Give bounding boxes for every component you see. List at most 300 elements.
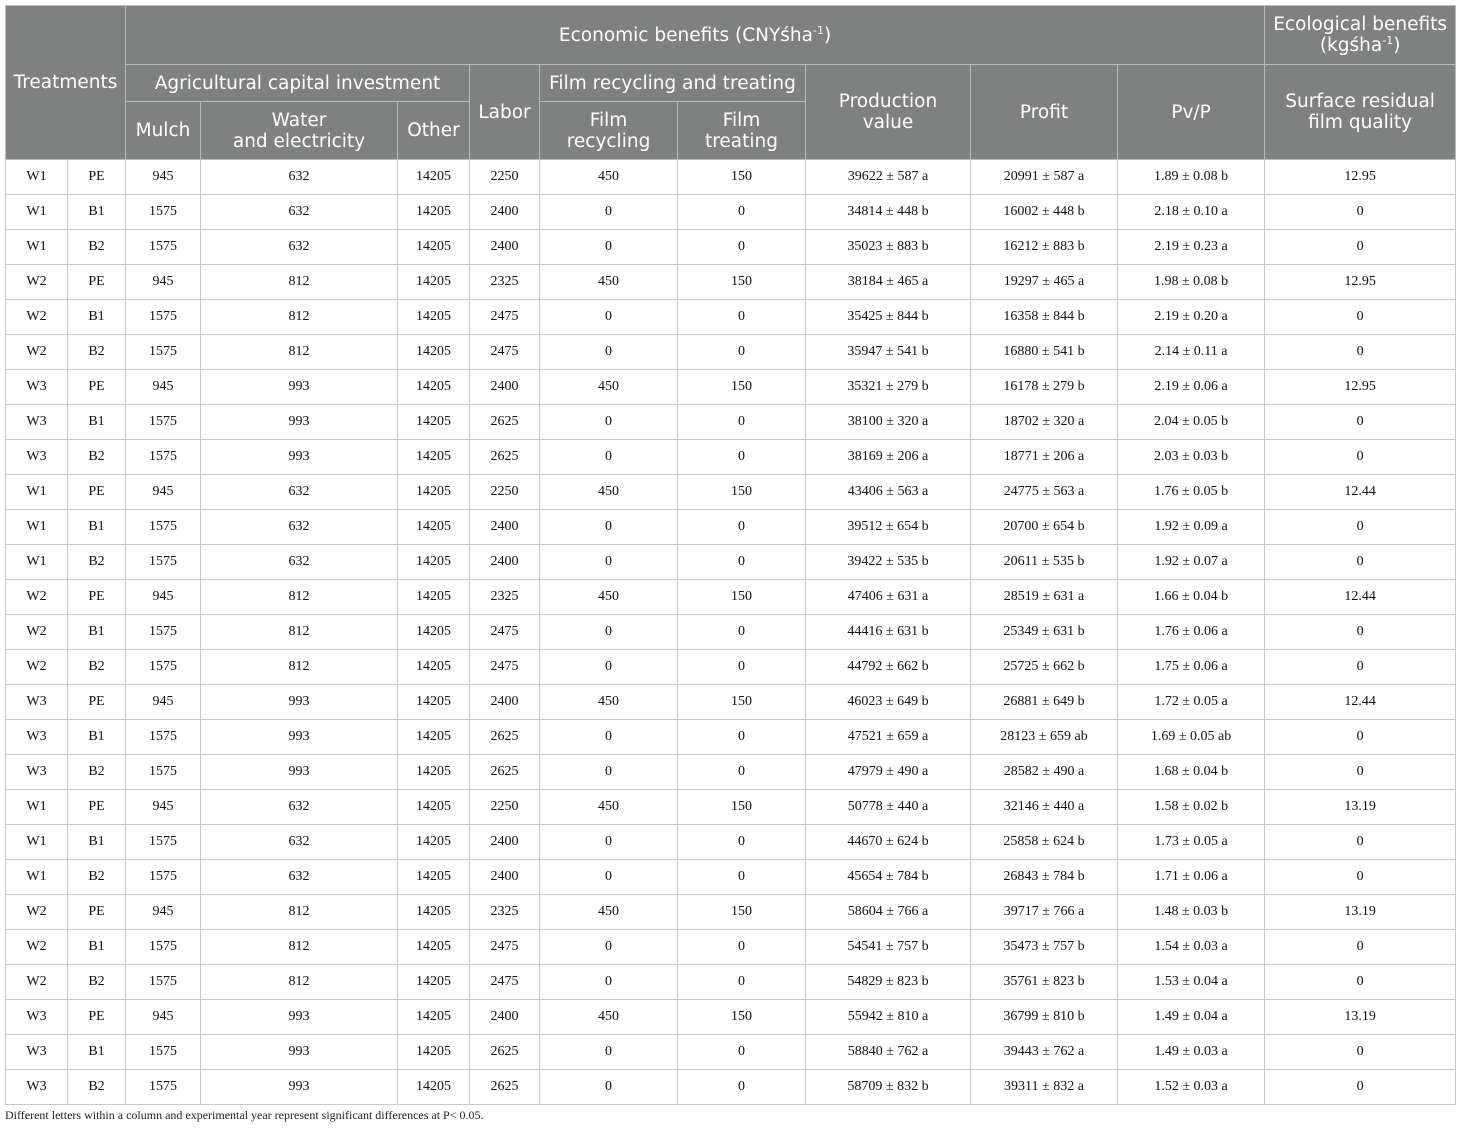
table-cell: 14205	[398, 1000, 470, 1035]
table-cell: 1.75 ± 0.06 a	[1118, 650, 1265, 685]
table-cell: 993	[201, 720, 398, 755]
table-row	[6, 580, 1456, 615]
table-cell: 45654 ± 784 b	[806, 860, 971, 895]
table-cell: 35947 ± 541 b	[806, 335, 971, 370]
table-cell: W3	[6, 1070, 68, 1105]
header-film-recycling: Film recycling	[540, 102, 678, 160]
table-cell: 39512 ± 654 b	[806, 510, 971, 545]
table-cell: 0	[1265, 930, 1456, 965]
table-cell: 0	[540, 510, 678, 545]
table-cell: 2400	[470, 230, 540, 265]
table-cell: 0	[540, 335, 678, 370]
table-cell: W3	[6, 720, 68, 755]
table-cell: 18771 ± 206 a	[971, 440, 1118, 475]
table-cell: 39311 ± 832 a	[971, 1070, 1118, 1105]
table-cell: 2400	[470, 510, 540, 545]
table-cell: 632	[201, 790, 398, 825]
table-cell: 14205	[398, 650, 470, 685]
table-container	[5, 5, 1455, 1105]
table-cell: 0	[540, 545, 678, 580]
table-cell: 2625	[470, 1070, 540, 1105]
table-cell: B1	[68, 300, 126, 335]
table-cell: PE	[68, 895, 126, 930]
table-cell: 0	[1265, 300, 1456, 335]
table-cell: 632	[201, 475, 398, 510]
table-cell: 632	[201, 860, 398, 895]
table-cell: 0	[540, 650, 678, 685]
table-cell: B1	[68, 1035, 126, 1070]
table-cell: 14205	[398, 580, 470, 615]
table-cell: 26881 ± 649 b	[971, 685, 1118, 720]
table-cell: 38184 ± 465 a	[806, 265, 971, 300]
table-cell: 2400	[470, 825, 540, 860]
table-cell: 2625	[470, 440, 540, 475]
table-cell: 1.73 ± 0.05 a	[1118, 825, 1265, 860]
table-cell: 20991 ± 587 a	[971, 160, 1118, 195]
table-cell: 1.72 ± 0.05 a	[1118, 685, 1265, 720]
header-production-value: Production value	[806, 65, 971, 160]
table-cell: 38169 ± 206 a	[806, 440, 971, 475]
table-cell: 0	[1265, 720, 1456, 755]
table-cell: 812	[201, 580, 398, 615]
header-film-treating: Film treating	[678, 102, 806, 160]
table-cell: 0	[1265, 510, 1456, 545]
table-cell: 945	[126, 160, 201, 195]
table-cell: 1.58 ± 0.02 b	[1118, 790, 1265, 825]
table-cell: 13.19	[1265, 790, 1456, 825]
table-cell: 14205	[398, 545, 470, 580]
table-cell: 0	[678, 650, 806, 685]
table-cell: 28123 ± 659 ab	[971, 720, 1118, 755]
header-surface-residual: Surface residual film quality	[1265, 65, 1456, 160]
table-cell: 1575	[126, 1070, 201, 1105]
table-cell: 35321 ± 279 b	[806, 370, 971, 405]
table-cell: 0	[678, 1070, 806, 1105]
table-cell: 1.49 ± 0.04 a	[1118, 1000, 1265, 1035]
table-cell: 16002 ± 448 b	[971, 195, 1118, 230]
table-cell: 945	[126, 685, 201, 720]
table-cell: W3	[6, 405, 68, 440]
table-cell: 1575	[126, 300, 201, 335]
table-cell: 0	[678, 860, 806, 895]
table-cell: 1575	[126, 615, 201, 650]
table-cell: 1575	[126, 545, 201, 580]
table-cell: 14205	[398, 790, 470, 825]
table-cell: B1	[68, 510, 126, 545]
table-cell: B1	[68, 195, 126, 230]
table-cell: 0	[540, 825, 678, 860]
table-cell: 20700 ± 654 b	[971, 510, 1118, 545]
table-cell: 14205	[398, 615, 470, 650]
header-pv-p: Pv/P	[1118, 65, 1265, 160]
table-row	[6, 230, 1456, 265]
table-cell: 2400	[470, 195, 540, 230]
table-cell: 1.53 ± 0.04 a	[1118, 965, 1265, 1000]
table-cell: 945	[126, 370, 201, 405]
table-row	[6, 265, 1456, 300]
table-cell: 47406 ± 631 a	[806, 580, 971, 615]
table-cell: 945	[126, 265, 201, 300]
table-cell: 26843 ± 784 b	[971, 860, 1118, 895]
table-cell: 28519 ± 631 a	[971, 580, 1118, 615]
table-cell: B2	[68, 440, 126, 475]
table-cell: 993	[201, 370, 398, 405]
table-cell: 0	[540, 300, 678, 335]
table-cell: 14205	[398, 195, 470, 230]
table-row	[6, 930, 1456, 965]
table-cell: 35761 ± 823 b	[971, 965, 1118, 1000]
table-row	[6, 335, 1456, 370]
table-row	[6, 720, 1456, 755]
table-cell: W1	[6, 860, 68, 895]
table-cell: W2	[6, 300, 68, 335]
table-cell: 450	[540, 265, 678, 300]
table-cell: W1	[6, 230, 68, 265]
table-cell: W3	[6, 1035, 68, 1070]
table-cell: PE	[68, 265, 126, 300]
table-cell: 58604 ± 766 a	[806, 895, 971, 930]
table-cell: 150	[678, 160, 806, 195]
table-cell: 14205	[398, 965, 470, 1000]
table-cell: 14205	[398, 475, 470, 510]
table-body	[6, 160, 1456, 1105]
table-footnote: Different letters within a column and experimental year represent significant differences at P< 0.05.	[5, 1108, 484, 1122]
table-cell: PE	[68, 790, 126, 825]
table-cell: 16358 ± 844 b	[971, 300, 1118, 335]
table-cell: W3	[6, 440, 68, 475]
table-cell: W3	[6, 755, 68, 790]
table-cell: PE	[68, 160, 126, 195]
table-cell: 14205	[398, 265, 470, 300]
table-cell: 0	[1265, 405, 1456, 440]
table-cell: 36799 ± 810 b	[971, 1000, 1118, 1035]
table-cell: 44792 ± 662 b	[806, 650, 971, 685]
table-cell: 2250	[470, 790, 540, 825]
table-cell: 2475	[470, 965, 540, 1000]
header-profit: Profit	[971, 65, 1118, 160]
table-cell: 1.89 ± 0.08 b	[1118, 160, 1265, 195]
table-cell: 0	[1265, 230, 1456, 265]
table-cell: 0	[1265, 1070, 1456, 1105]
table-cell: 12.95	[1265, 370, 1456, 405]
header-economic-benefits: Economic benefits (CNYśha$^{-1}$)	[126, 6, 1265, 65]
table-cell: 16880 ± 541 b	[971, 335, 1118, 370]
economic-ecological-table	[5, 5, 1456, 1105]
header-water-electricity: Water and electricity	[201, 102, 398, 160]
table-cell: 2475	[470, 930, 540, 965]
table-row	[6, 475, 1456, 510]
header-ecological-benefits: Ecological benefits (kgśha$^{-1}$)	[1265, 6, 1456, 65]
table-cell: 0	[540, 405, 678, 440]
table-cell: 0	[1265, 1035, 1456, 1070]
table-cell: 0	[540, 1035, 678, 1070]
table-cell: 1575	[126, 860, 201, 895]
table-cell: 38100 ± 320 a	[806, 405, 971, 440]
table-cell: 812	[201, 930, 398, 965]
table-row	[6, 1000, 1456, 1035]
table-cell: B2	[68, 335, 126, 370]
table-cell: PE	[68, 1000, 126, 1035]
table-cell: 945	[126, 580, 201, 615]
table-cell: 632	[201, 510, 398, 545]
table-cell: W3	[6, 685, 68, 720]
table-row	[6, 510, 1456, 545]
table-cell: 13.19	[1265, 895, 1456, 930]
table-cell: W2	[6, 335, 68, 370]
table-cell: 14205	[398, 230, 470, 265]
table-row	[6, 440, 1456, 475]
table-cell: 2.14 ± 0.11 a	[1118, 335, 1265, 370]
table-cell: 2.19 ± 0.23 a	[1118, 230, 1265, 265]
table-cell: 2325	[470, 580, 540, 615]
table-cell: B1	[68, 930, 126, 965]
table-cell: 1.54 ± 0.03 a	[1118, 930, 1265, 965]
table-cell: 945	[126, 790, 201, 825]
table-row	[6, 650, 1456, 685]
table-cell: 150	[678, 790, 806, 825]
table-cell: 14205	[398, 755, 470, 790]
table-cell: 0	[1265, 650, 1456, 685]
table-row	[6, 965, 1456, 1000]
table-cell: B1	[68, 615, 126, 650]
table-cell: 2625	[470, 755, 540, 790]
table-cell: 14205	[398, 1035, 470, 1070]
table-cell: 20611 ± 535 b	[971, 545, 1118, 580]
table-cell: 0	[540, 755, 678, 790]
table-cell: 2.04 ± 0.05 b	[1118, 405, 1265, 440]
table-cell: 1575	[126, 1035, 201, 1070]
table-cell: 1575	[126, 335, 201, 370]
table-cell: 2400	[470, 545, 540, 580]
table-cell: 150	[678, 265, 806, 300]
table-cell: 150	[678, 370, 806, 405]
table-cell: 632	[201, 230, 398, 265]
table-cell: 12.95	[1265, 265, 1456, 300]
table-cell: 1575	[126, 930, 201, 965]
table-cell: B1	[68, 825, 126, 860]
table-cell: 450	[540, 580, 678, 615]
table-cell: 44670 ± 624 b	[806, 825, 971, 860]
table-cell: 14205	[398, 300, 470, 335]
table-row	[6, 195, 1456, 230]
table-cell: 35425 ± 844 b	[806, 300, 971, 335]
table-row	[6, 790, 1456, 825]
table-cell: 12.44	[1265, 685, 1456, 720]
table-cell: 812	[201, 895, 398, 930]
table-cell: 0	[540, 930, 678, 965]
table-cell: W1	[6, 510, 68, 545]
table-cell: 2325	[470, 895, 540, 930]
table-cell: 14205	[398, 860, 470, 895]
header-agricultural-investment: Agricultural capital investment	[126, 65, 470, 102]
table-cell: 39422 ± 535 b	[806, 545, 971, 580]
table-cell: 25858 ± 624 b	[971, 825, 1118, 860]
table-cell: 1.71 ± 0.06 a	[1118, 860, 1265, 895]
table-cell: 12.44	[1265, 475, 1456, 510]
table-cell: W2	[6, 265, 68, 300]
table-cell: 2475	[470, 615, 540, 650]
table-cell: 450	[540, 685, 678, 720]
table-cell: 2.19 ± 0.06 a	[1118, 370, 1265, 405]
table-cell: 2250	[470, 475, 540, 510]
header-other: Other	[398, 102, 470, 160]
table-cell: 0	[678, 300, 806, 335]
table-row	[6, 545, 1456, 580]
table-cell: 2625	[470, 1035, 540, 1070]
table-cell: 54829 ± 823 b	[806, 965, 971, 1000]
table-cell: 0	[540, 860, 678, 895]
table-cell: 0	[1265, 615, 1456, 650]
table-cell: 25725 ± 662 b	[971, 650, 1118, 685]
table-cell: 812	[201, 965, 398, 1000]
table-cell: 2475	[470, 650, 540, 685]
table-cell: 1575	[126, 510, 201, 545]
table-cell: 1.76 ± 0.05 b	[1118, 475, 1265, 510]
table-cell: 0	[540, 440, 678, 475]
table-cell: 945	[126, 1000, 201, 1035]
table-cell: 812	[201, 650, 398, 685]
table-cell: 55942 ± 810 a	[806, 1000, 971, 1035]
table-cell: 0	[1265, 545, 1456, 580]
table-cell: 1.69 ± 0.05 ab	[1118, 720, 1265, 755]
table-cell: W2	[6, 580, 68, 615]
table-cell: 0	[678, 755, 806, 790]
table-cell: 2400	[470, 685, 540, 720]
table-row	[6, 160, 1456, 195]
table-row	[6, 755, 1456, 790]
table-cell: 150	[678, 475, 806, 510]
table-row	[6, 300, 1456, 335]
table-cell: 450	[540, 790, 678, 825]
table-cell: 993	[201, 1000, 398, 1035]
table-cell: 2475	[470, 300, 540, 335]
table-cell: W3	[6, 370, 68, 405]
table-cell: 0	[540, 1070, 678, 1105]
table-cell: 0	[1265, 825, 1456, 860]
table-cell: B2	[68, 230, 126, 265]
table-cell: B1	[68, 405, 126, 440]
table-cell: 14205	[398, 720, 470, 755]
table-header	[6, 6, 1456, 160]
table-cell: 993	[201, 755, 398, 790]
table-cell: 1.98 ± 0.08 b	[1118, 265, 1265, 300]
table-cell: 0	[678, 1035, 806, 1070]
table-cell: 0	[1265, 195, 1456, 230]
table-cell: 2400	[470, 1000, 540, 1035]
table-cell: W1	[6, 790, 68, 825]
table-cell: 632	[201, 160, 398, 195]
table-cell: 0	[678, 930, 806, 965]
table-cell: W2	[6, 895, 68, 930]
table-cell: PE	[68, 370, 126, 405]
table-cell: 18702 ± 320 a	[971, 405, 1118, 440]
table-cell: W2	[6, 965, 68, 1000]
header-film-recycling-treating: Film recycling and treating	[540, 65, 806, 102]
table-cell: B2	[68, 650, 126, 685]
table-cell: 39622 ± 587 a	[806, 160, 971, 195]
header-mulch: Mulch	[126, 102, 201, 160]
table-cell: 1.66 ± 0.04 b	[1118, 580, 1265, 615]
table-cell: 14205	[398, 930, 470, 965]
table-cell: 14205	[398, 510, 470, 545]
table-cell: 1575	[126, 965, 201, 1000]
table-cell: 14205	[398, 440, 470, 475]
table-cell: 450	[540, 895, 678, 930]
table-cell: PE	[68, 580, 126, 615]
table-cell: W1	[6, 825, 68, 860]
table-cell: 632	[201, 825, 398, 860]
table-cell: 1.92 ± 0.09 a	[1118, 510, 1265, 545]
table-cell: 2325	[470, 265, 540, 300]
header-labor: Labor	[470, 65, 540, 160]
table-cell: 1575	[126, 230, 201, 265]
table-cell: 12.95	[1265, 160, 1456, 195]
table-cell: PE	[68, 475, 126, 510]
table-cell: 150	[678, 895, 806, 930]
table-cell: B2	[68, 860, 126, 895]
table-cell: 150	[678, 685, 806, 720]
table-row	[6, 615, 1456, 650]
table-cell: 0	[678, 405, 806, 440]
table-cell: 1.49 ± 0.03 a	[1118, 1035, 1265, 1070]
table-cell: 150	[678, 580, 806, 615]
table-cell: 812	[201, 300, 398, 335]
table-cell: B2	[68, 965, 126, 1000]
table-cell: 2.18 ± 0.10 a	[1118, 195, 1265, 230]
table-cell: B2	[68, 755, 126, 790]
table-cell: 2475	[470, 335, 540, 370]
table-cell: 450	[540, 160, 678, 195]
table-cell: PE	[68, 685, 126, 720]
table-cell: 0	[540, 720, 678, 755]
table-cell: 39443 ± 762 a	[971, 1035, 1118, 1070]
table-cell: 0	[678, 230, 806, 265]
table-cell: 35473 ± 757 b	[971, 930, 1118, 965]
table-cell: 25349 ± 631 b	[971, 615, 1118, 650]
table-cell: 14205	[398, 405, 470, 440]
table-row	[6, 825, 1456, 860]
table-cell: 0	[540, 965, 678, 1000]
table-cell: 0	[678, 965, 806, 1000]
table-cell: 2.03 ± 0.03 b	[1118, 440, 1265, 475]
table-cell: 0	[1265, 755, 1456, 790]
table-cell: 450	[540, 1000, 678, 1035]
table-cell: 450	[540, 475, 678, 510]
table-cell: 812	[201, 335, 398, 370]
table-cell: 34814 ± 448 b	[806, 195, 971, 230]
table-cell: 945	[126, 475, 201, 510]
table-cell: 0	[678, 720, 806, 755]
table-cell: 812	[201, 615, 398, 650]
table-cell: B2	[68, 1070, 126, 1105]
table-cell: 993	[201, 1035, 398, 1070]
table-row	[6, 1035, 1456, 1070]
table-cell: 43406 ± 563 a	[806, 475, 971, 510]
table-cell: W2	[6, 650, 68, 685]
table-cell: 0	[540, 230, 678, 265]
table-cell: B1	[68, 720, 126, 755]
table-cell: 0	[1265, 335, 1456, 370]
table-cell: 993	[201, 685, 398, 720]
table-cell: 32146 ± 440 a	[971, 790, 1118, 825]
table-cell: 28582 ± 490 a	[971, 755, 1118, 790]
table-row	[6, 370, 1456, 405]
table-cell: 0	[678, 510, 806, 545]
table-cell: W1	[6, 545, 68, 580]
table-cell: B2	[68, 545, 126, 580]
table-cell: 14205	[398, 895, 470, 930]
table-cell: 0	[678, 195, 806, 230]
